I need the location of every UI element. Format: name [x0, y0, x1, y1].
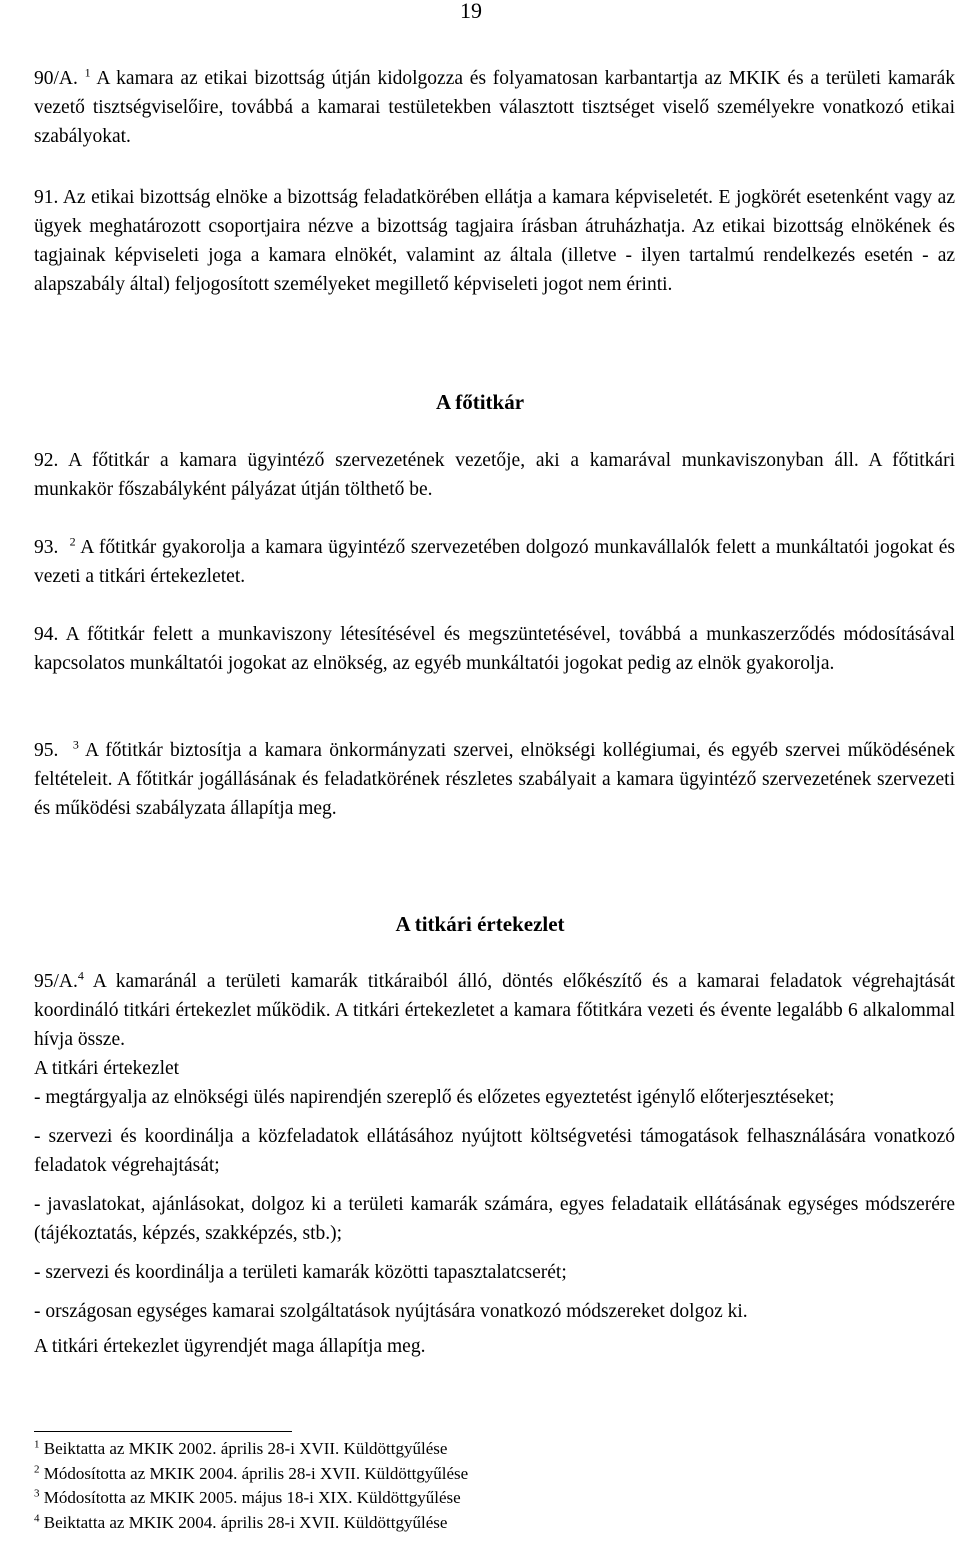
paragraph-number: 90/A. — [34, 68, 78, 89]
footnote-mark: 3 — [34, 1487, 40, 1500]
section-heading-fotitkar: A főtitkár — [435, 390, 525, 414]
footnotes — [34, 1437, 468, 1535]
paragraph-text: Az etikai bizottság elnöke a bizottság feladatkörében ellátja a kamara képviseletét. E jogkörét esetenként vagy az ügyek meghatározott csoportjaira nézve a bizottság tagjaira írásban átruházhatja. Az etikai bizottság elnökének és tagjainak képviseleti joga a kamara elnökét, valamint az általa (illetve - ilyen tartalmú rendelkezés esetén - az alapszabály által) feljogosított személyeket megillető képviseleti jogot nem érinti. — [34, 187, 955, 295]
paragraph-number: 93. — [34, 537, 59, 558]
footnote-text: Beiktatta az MKIK 2004. április 28-i XVII. Küldöttgyűlése — [43, 1512, 448, 1532]
paragraph-95 — [34, 736, 955, 823]
footnote-text: Módosította az MKIK 2005. május 18-i XIX. Küldöttgyűlése — [43, 1488, 461, 1507]
paragraph-text: A kamaránál a területi kamarák titkáraiból álló, döntés előkészítő és a kamarai feladatok végrehajtását koordináló titkári értekezlet működik. A titkári értekezletet a kamara főtitkára vezeti és évente legalább 6 alkalommal hívja össze. — [34, 971, 955, 1050]
footnote — [34, 1462, 468, 1487]
footnote-ref[interactable]: 1 — [84, 65, 91, 80]
paragraph-text: A főtitkár felett a munkaviszony létesítésével és megszüntetésével, továbbá a munkaszerződés módosításával kapcsolatos munkáltatói jogokat az elnökség, az egyéb munkáltatói jogokat pedig az elnök gyakorolja. — [34, 624, 955, 674]
paragraph-90a — [34, 64, 955, 151]
paragraph-95a-body — [34, 967, 955, 1054]
paragraph-text: A főtitkár a kamara ügyintéző szervezetének vezetője, aki a kamarával munkaviszonyban áll. A főtitkári munkakör főszabályként pályázat útján tölthető be. — [34, 450, 955, 500]
paragraph-93 — [34, 533, 955, 591]
list-item: - szervezi és koordinálja a közfeladatok ellátásához nyújtott költségvetési támogatások felhasználására vonatkozó feladatok végrehajtását; — [34, 1126, 955, 1176]
paragraph-number: 95. — [34, 740, 59, 761]
paragraph-95a-intro: A titkári értekezlet — [34, 1058, 180, 1079]
page-number: 19 — [460, 0, 482, 23]
footnote-mark: 1 — [34, 1438, 40, 1451]
footnote — [34, 1437, 468, 1462]
footnote — [34, 1511, 468, 1536]
list-item: - megtárgyalja az elnökségi ülés napirendjén szereplő és előzetes egyeztetést igénylő előterjesztéseket; — [34, 1087, 835, 1108]
footnote-ref[interactable]: 3 — [72, 737, 79, 752]
footnote-separator — [34, 1431, 292, 1432]
list-item: - szervezi és koordinálja a területi kamarák közötti tapasztalatcserét; — [34, 1262, 567, 1283]
footnote-text: Beiktatta az MKIK 2002. április 28-i XVII. Küldöttgyűlése — [43, 1439, 448, 1458]
paragraph-95a — [34, 967, 955, 1361]
footnote-text: Módosította az MKIK 2004. április 28-i XVII. Küldöttgyűlése — [43, 1463, 469, 1483]
footnote-ref[interactable]: 4 — [77, 968, 84, 983]
paragraph-text: A főtitkár biztosítja a kamara önkormányzati szervei, elnökségi kollégiumai, és egyéb szervei működésének feltételeit. A főtitkár jogállásának és feladatkörének részletes szabályait a kamara ügyintéző szervezetének szervezeti és működési szabályzata állapítja meg. — [34, 740, 955, 819]
paragraph-number: 94. — [34, 624, 59, 645]
paragraph-94 — [34, 620, 955, 678]
paragraph-text: A főtitkár gyakorolja a kamara ügyintéző szervezetében dolgozó munkavállalók felett a munkáltatói jogokat és vezeti a titkári értekezletet. — [34, 537, 955, 587]
paragraph-91 — [34, 183, 955, 299]
section-heading-titkari: A titkári értekezlet — [395, 912, 565, 936]
paragraph-number: 92. — [34, 450, 59, 471]
paragraph-95a-closing: A titkári értekezlet ügyrendjét maga állapítja meg. — [34, 1336, 426, 1357]
paragraph-number: 95/A. — [34, 971, 78, 992]
paragraph-text: A kamara az etikai bizottság útján kidolgozza és folyamatosan karbantartja az MKIK és a területi kamarák vezető tisztségviselőire, továbbá a kamarai testületekben választott tisztséget viselő személyekre vonatkozó etikai szabályokat. — [34, 68, 955, 147]
list-item: - javaslatokat, ajánlásokat, dolgoz ki a területi kamarák számára, egyes feladataik ellátásának egységes módszerére (tájékoztatás, képzés, szakképzés, stb.); — [34, 1194, 955, 1244]
footnote-mark: 4 — [34, 1511, 40, 1524]
footnote — [34, 1486, 468, 1511]
footnote-ref[interactable]: 2 — [69, 534, 76, 549]
paragraph-number: 91. — [34, 187, 59, 208]
footnote-mark: 2 — [34, 1462, 40, 1475]
list-item: - országosan egységes kamarai szolgáltatások nyújtására vonatkozó módszereket dolgoz ki. — [34, 1301, 748, 1322]
paragraph-92 — [34, 446, 955, 504]
